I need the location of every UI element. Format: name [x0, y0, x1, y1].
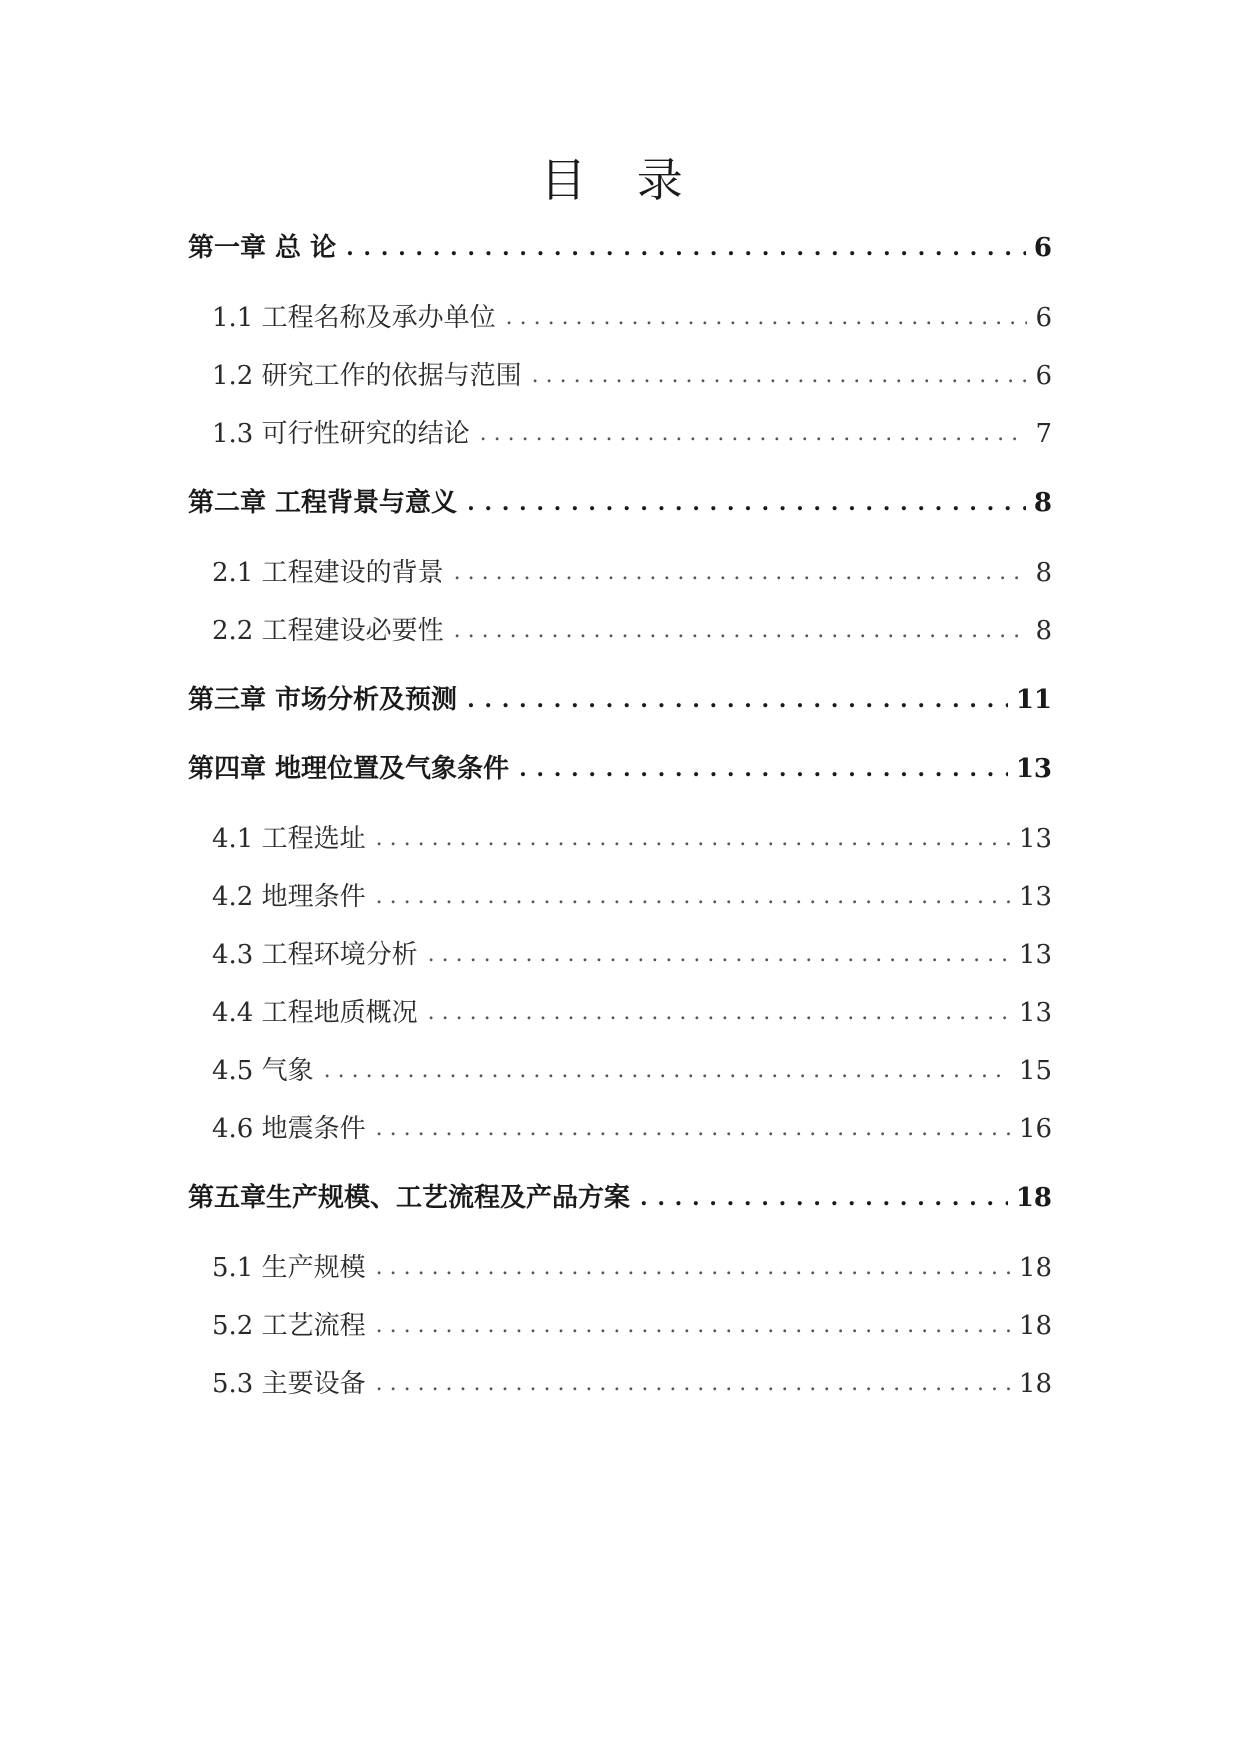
toc-entry-page: 6: [1035, 361, 1052, 391]
toc-entry-section-4-1[interactable]: [212, 819, 1052, 859]
dot-leader: [506, 298, 1028, 338]
toc-entry-page: 13: [1015, 754, 1052, 784]
toc-entry-page: 8: [1033, 488, 1052, 518]
toc-entry-label: 4.5 气象: [212, 1056, 314, 1086]
toc-entry-chapter-5[interactable]: [188, 1178, 1052, 1218]
toc-entry-chapter-3[interactable]: [188, 680, 1052, 720]
toc-entry-chapter-2[interactable]: [188, 483, 1052, 523]
toc-entry-page: 6: [1033, 233, 1052, 263]
toc-entry-page: 16: [1018, 1114, 1052, 1144]
dot-leader: [376, 1109, 1011, 1149]
toc-entry-section-4-6[interactable]: [212, 1109, 1052, 1149]
dot-leader: [376, 1306, 1011, 1346]
toc-entry-label: 4.1 工程选址: [212, 824, 366, 854]
toc-entry-section-4-3[interactable]: [212, 935, 1052, 975]
toc-entry-label: 4.6 地震条件: [212, 1114, 366, 1144]
toc-entry-section-1-2[interactable]: [212, 356, 1052, 396]
dot-leader: [324, 1051, 1011, 1091]
toc-entry-page: 18: [1015, 1183, 1052, 1213]
dot-leader: [376, 877, 1011, 917]
toc-entry-section-5-3[interactable]: [212, 1364, 1052, 1404]
toc-entry-section-4-4[interactable]: [212, 993, 1052, 1033]
toc-entry-section-2-1[interactable]: [212, 553, 1052, 593]
toc-entry-label: 第一章 总 论: [188, 233, 337, 263]
dot-leader: [454, 611, 1028, 651]
toc-entry-label: 1.2 研究工作的依据与范围: [212, 361, 522, 391]
dot-leader: [346, 228, 1026, 268]
dot-leader: [480, 414, 1028, 454]
page-title: 目 录: [540, 153, 701, 207]
toc-entry-label: 第二章 工程背景与意义: [188, 488, 458, 518]
toc-entry-page: 13: [1018, 940, 1052, 970]
toc-entry-page: 7: [1035, 419, 1052, 449]
toc-entry-page: 8: [1035, 616, 1052, 646]
toc-entry-label: 第四章 地理位置及气象条件: [188, 754, 510, 784]
dot-leader: [376, 1364, 1011, 1404]
toc-entry-section-5-1[interactable]: [212, 1248, 1052, 1288]
toc-entry-page: 18: [1018, 1311, 1052, 1341]
toc-entry-label: 4.4 工程地质概况: [212, 998, 418, 1028]
dot-leader: [519, 749, 1008, 789]
toc-entry-label: 4.3 工程环境分析: [212, 940, 418, 970]
toc-entry-page: 13: [1018, 998, 1052, 1028]
toc-entry-section-5-2[interactable]: [212, 1306, 1052, 1346]
dot-leader: [532, 356, 1028, 396]
toc-entry-chapter-1[interactable]: [188, 228, 1052, 268]
dot-leader: [467, 483, 1026, 523]
toc-entry-section-2-2[interactable]: [212, 611, 1052, 651]
toc-entry-section-1-1[interactable]: [212, 298, 1052, 338]
dot-leader: [376, 1248, 1011, 1288]
toc-entry-label: 5.3 主要设备: [212, 1369, 366, 1399]
toc-entry-page: 8: [1035, 558, 1052, 588]
toc-entry-chapter-4[interactable]: [188, 749, 1052, 789]
toc-entry-page: 18: [1018, 1369, 1052, 1399]
dot-leader: [467, 680, 1008, 720]
dot-leader: [428, 935, 1011, 975]
toc-entry-section-4-2[interactable]: [212, 877, 1052, 917]
toc-entry-label: 2.1 工程建设的背景: [212, 558, 444, 588]
dot-leader: [454, 553, 1028, 593]
toc-entry-page: 13: [1018, 882, 1052, 912]
toc-entry-page: 11: [1015, 685, 1052, 715]
toc-entry-label: 1.3 可行性研究的结论: [212, 419, 470, 449]
toc-entry-label: 4.2 地理条件: [212, 882, 366, 912]
toc-entry-label: 第三章 市场分析及预测: [188, 685, 458, 715]
dot-leader: [428, 993, 1011, 1033]
toc-entry-label: 2.2 工程建设必要性: [212, 616, 444, 646]
dot-leader: [640, 1178, 1008, 1218]
toc-entry-page: 13: [1018, 824, 1052, 854]
toc-entry-page: 6: [1035, 303, 1052, 333]
toc-entry-label: 第五章生产规模、工艺流程及产品方案: [188, 1183, 631, 1213]
toc-entry-page: 15: [1018, 1056, 1052, 1086]
toc-entry-section-4-5[interactable]: [212, 1051, 1052, 1091]
toc-entry-section-1-3[interactable]: [212, 414, 1052, 454]
toc-entry-label: 5.1 生产规模: [212, 1253, 366, 1283]
toc-entry-label: 5.2 工艺流程: [212, 1311, 366, 1341]
toc-entry-page: 18: [1018, 1253, 1052, 1283]
dot-leader: [376, 819, 1011, 859]
toc-entry-label: 1.1 工程名称及承办单位: [212, 303, 496, 333]
